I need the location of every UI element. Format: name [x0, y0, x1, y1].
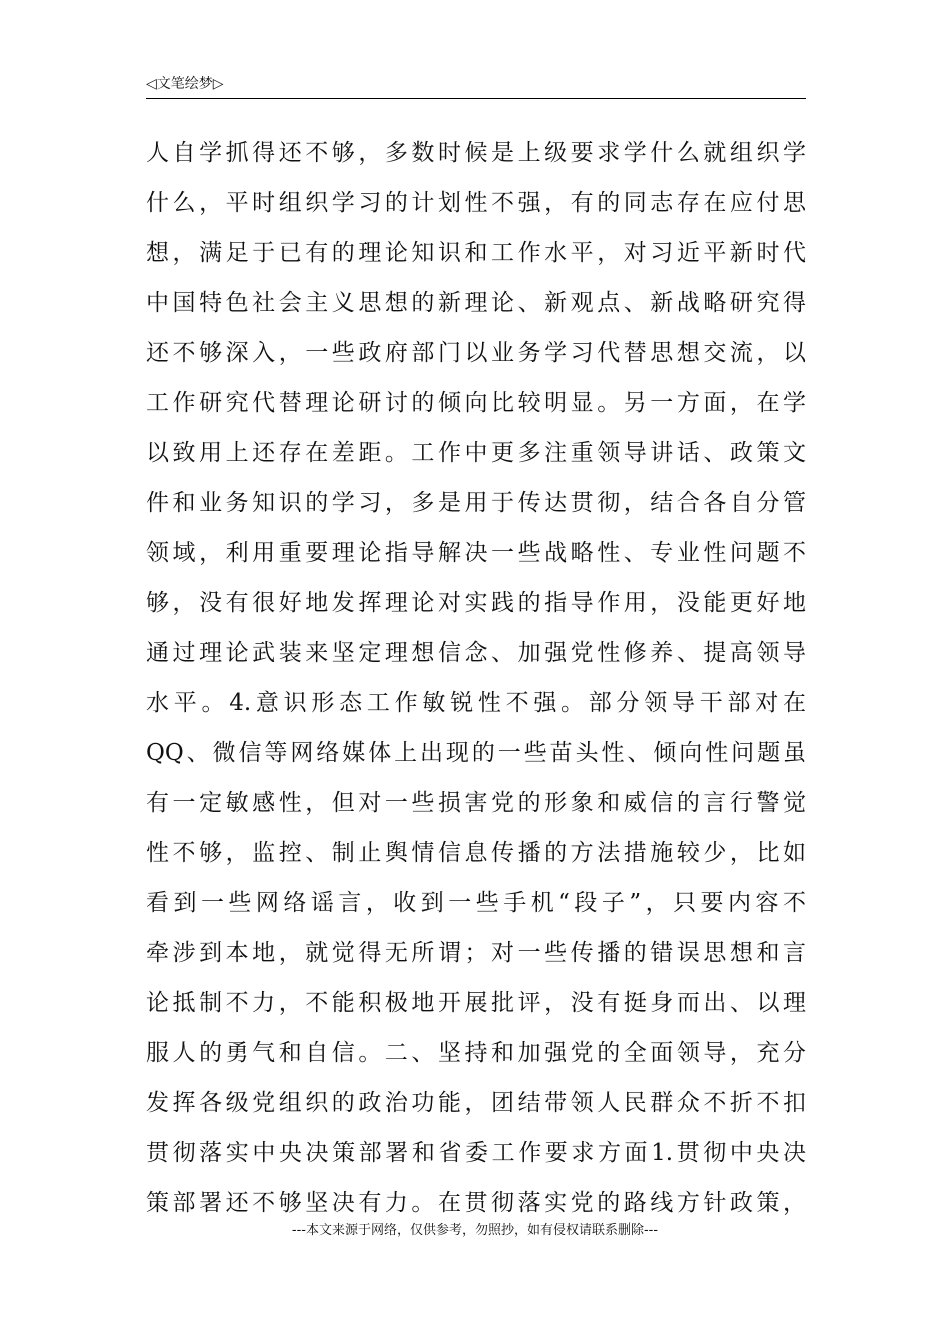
- text-line: 够，没有很好地发挥理论对实践的指导作用，没能更好地: [146, 590, 806, 616]
- text-line: 看到一些网络谣言，收到一些手机“段子”，只要内容不: [146, 890, 806, 916]
- text-line: 还不够深入，一些政府部门以业务学习代替思想交流，以: [146, 340, 806, 366]
- text-line: QQ、微信等网络媒体上出现的一些苗头性、倾向性问题虽: [146, 740, 806, 766]
- text-line: 以致用上还存在差距。工作中更多注重领导讲话、政策文: [146, 440, 806, 466]
- text-line: 牵涉到本地，就觉得无所谓；对一些传播的错误思想和言: [146, 940, 806, 966]
- text-line: 通过理论武装来坚定理想信念、加强党性修养、提高领导: [146, 640, 806, 666]
- text-line: 有一定敏感性，但对一些损害党的形象和威信的言行警觉: [146, 790, 806, 816]
- page-footer: ---本文来源于网络，仅供参考，勿照抄，如有侵权请联系删除---: [291, 1223, 659, 1238]
- page-header: [146, 74, 806, 99]
- text-line: 发挥各级党组织的政治功能，团结带领人民群众不折不扣: [146, 1090, 806, 1116]
- text-line: 性不够，监控、制止舆情信息传播的方法措施较少，比如: [146, 840, 806, 866]
- document-body: [146, 128, 806, 1228]
- text-line: 中国特色社会主义思想的新理论、新观点、新战略研究得: [146, 290, 806, 316]
- header-mark: ◁文笔绘梦▷: [146, 76, 224, 92]
- text-line: 工作研究代替理论研讨的倾向比较明显。另一方面，在学: [146, 390, 806, 416]
- text-line: 什么，平时组织学习的计划性不强，有的同志存在应付思: [146, 190, 806, 216]
- text-line: 水平。4.意识形态工作敏锐性不强。部分领导干部对在: [146, 690, 806, 716]
- text-line: 领域，利用重要理论指导解决一些战略性、专业性问题不: [146, 540, 806, 566]
- text-line: 人自学抓得还不够，多数时候是上级要求学什么就组织学: [146, 140, 806, 166]
- text-line: 服人的勇气和自信。二、坚持和加强党的全面领导，充分: [146, 1040, 806, 1066]
- text-line: 贯彻落实中央决策部署和省委工作要求方面1.贯彻中央决: [146, 1140, 806, 1166]
- text-line: 策部署还不够坚决有力。在贯彻落实党的路线方针政策，: [146, 1190, 806, 1216]
- text-line: 想，满足于已有的理论知识和工作水平，对习近平新时代: [146, 240, 806, 266]
- text-line: 件和业务知识的学习，多是用于传达贯彻，结合各自分管: [146, 490, 806, 516]
- text-line: 论抵制不力，不能积极地开展批评，没有挺身而出、以理: [146, 990, 806, 1016]
